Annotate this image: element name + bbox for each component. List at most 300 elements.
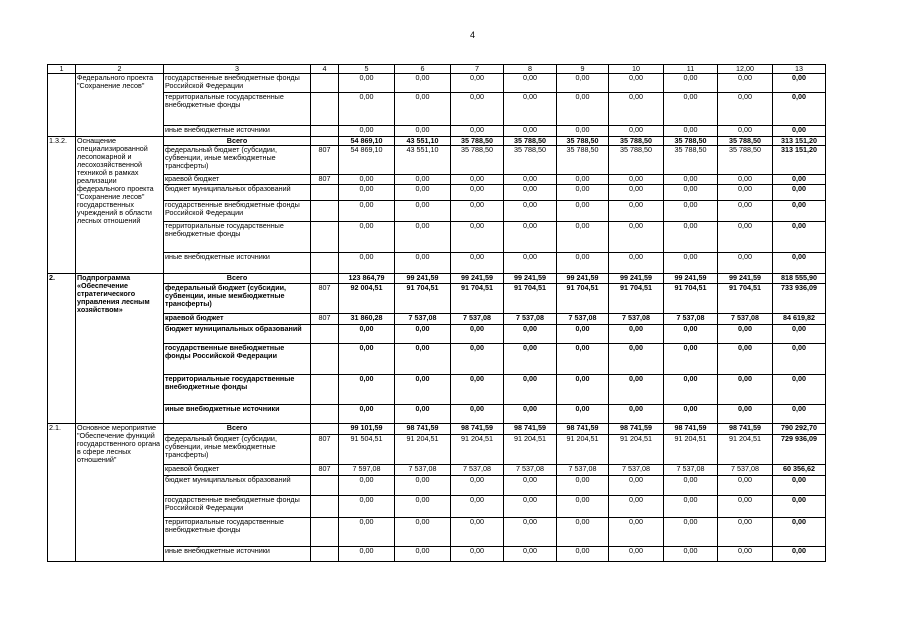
code-cell	[311, 126, 339, 137]
table-row	[48, 375, 826, 405]
value-cell: 0,00	[609, 175, 664, 185]
value-cell: 7 537,08	[395, 314, 451, 325]
value-cell: 0,00	[718, 222, 773, 253]
value-cell: 0,00	[773, 547, 826, 562]
table-row	[48, 424, 826, 435]
value-cell: 0,00	[395, 325, 451, 344]
value-cell: 0,00	[773, 126, 826, 137]
header-cell: 2	[76, 65, 164, 74]
value-cell: 0,00	[451, 547, 504, 562]
value-cell: 0,00	[395, 344, 451, 375]
value-cell: 35 788,50	[451, 137, 504, 146]
value-cell: 0,00	[718, 476, 773, 496]
value-cell: 91 704,51	[557, 284, 609, 314]
value-cell: 0,00	[718, 375, 773, 405]
value-cell: 0,00	[557, 518, 609, 547]
funding-source-cell: бюджет муниципальных образований	[164, 185, 311, 201]
value-cell: 91 204,51	[451, 435, 504, 465]
funding-source-cell: Всего	[164, 424, 311, 435]
value-cell: 0,00	[395, 405, 451, 424]
value-cell: 0,00	[664, 126, 718, 137]
value-cell: 91 204,51	[395, 435, 451, 465]
table-row	[48, 222, 826, 253]
value-cell: 98 741,59	[395, 424, 451, 435]
value-cell: 99 241,59	[451, 274, 504, 284]
value-cell: 7 537,08	[718, 314, 773, 325]
value-cell: 0,00	[773, 201, 826, 222]
value-cell: 0,00	[664, 496, 718, 518]
value-cell: 0,00	[504, 222, 557, 253]
table-row	[48, 74, 826, 93]
table-row	[48, 344, 826, 375]
value-cell: 0,00	[451, 74, 504, 93]
value-cell: 91 204,51	[664, 435, 718, 465]
value-cell: 91 704,51	[451, 284, 504, 314]
code-cell	[311, 476, 339, 496]
value-cell: 7 537,08	[451, 465, 504, 476]
value-cell: 0,00	[339, 547, 395, 562]
funding-source-cell: территориальные государственные внебюджетные фонды	[164, 375, 311, 405]
table-row	[48, 253, 826, 274]
value-cell: 60 356,62	[773, 465, 826, 476]
value-cell: 0,00	[395, 93, 451, 126]
value-cell: 0,00	[664, 344, 718, 375]
value-cell: 91 704,51	[504, 284, 557, 314]
value-cell: 0,00	[395, 476, 451, 496]
value-cell: 0,00	[609, 547, 664, 562]
value-cell: 43 551,10	[395, 137, 451, 146]
code-cell	[311, 344, 339, 375]
value-cell: 0,00	[451, 344, 504, 375]
value-cell: 84 619,82	[773, 314, 826, 325]
value-cell: 91 204,51	[609, 435, 664, 465]
funding-source-cell: краевой бюджет	[164, 175, 311, 185]
value-cell: 0,00	[504, 325, 557, 344]
value-cell: 0,00	[504, 126, 557, 137]
value-cell: 0,00	[504, 185, 557, 201]
code-cell	[311, 496, 339, 518]
value-cell: 0,00	[664, 547, 718, 562]
value-cell: 7 537,08	[557, 314, 609, 325]
value-cell: 0,00	[773, 325, 826, 344]
value-cell: 0,00	[504, 405, 557, 424]
value-cell: 0,00	[557, 175, 609, 185]
value-cell: 0,00	[773, 222, 826, 253]
value-cell: 0,00	[339, 325, 395, 344]
value-cell: 0,00	[609, 126, 664, 137]
value-cell: 35 788,50	[718, 137, 773, 146]
value-cell: 0,00	[773, 496, 826, 518]
value-cell: 0,00	[664, 93, 718, 126]
value-cell: 0,00	[773, 93, 826, 126]
value-cell: 0,00	[664, 175, 718, 185]
value-cell: 0,00	[557, 185, 609, 201]
value-cell: 0,00	[395, 175, 451, 185]
value-cell: 0,00	[451, 496, 504, 518]
value-cell: 0,00	[339, 476, 395, 496]
value-cell: 0,00	[609, 496, 664, 518]
value-cell: 123 864,79	[339, 274, 395, 284]
table-row	[48, 274, 826, 284]
value-cell: 35 788,50	[609, 146, 664, 175]
value-cell: 790 292,70	[773, 424, 826, 435]
code-cell	[311, 547, 339, 562]
value-cell: 98 741,59	[451, 424, 504, 435]
header-cell: 9	[557, 65, 609, 74]
budget-table	[47, 64, 826, 562]
code-cell	[311, 137, 339, 146]
code-cell: 807	[311, 435, 339, 465]
value-cell: 0,00	[609, 375, 664, 405]
header-cell: 7	[451, 65, 504, 74]
value-cell: 0,00	[718, 496, 773, 518]
value-cell: 0,00	[773, 344, 826, 375]
value-cell: 7 537,08	[664, 314, 718, 325]
value-cell: 99 241,59	[718, 274, 773, 284]
value-cell: 0,00	[395, 518, 451, 547]
code-cell	[311, 201, 339, 222]
value-cell: 818 555,90	[773, 274, 826, 284]
code-cell	[311, 274, 339, 284]
value-cell: 0,00	[718, 93, 773, 126]
value-cell: 0,00	[557, 201, 609, 222]
header-cell: 11	[664, 65, 718, 74]
value-cell: 0,00	[609, 518, 664, 547]
code-cell	[311, 325, 339, 344]
value-cell: 0,00	[504, 93, 557, 126]
value-cell: 733 936,09	[773, 284, 826, 314]
value-cell: 35 788,50	[664, 146, 718, 175]
value-cell: 35 788,50	[664, 137, 718, 146]
value-cell: 0,00	[664, 375, 718, 405]
value-cell: 99 241,59	[395, 274, 451, 284]
value-cell: 7 537,08	[609, 314, 664, 325]
value-cell: 0,00	[664, 74, 718, 93]
value-cell: 35 788,50	[609, 137, 664, 146]
value-cell: 7 537,08	[557, 465, 609, 476]
table-row	[48, 325, 826, 344]
value-cell: 0,00	[557, 344, 609, 375]
table-row	[48, 137, 826, 146]
table-row	[48, 93, 826, 126]
value-cell: 91 704,51	[395, 284, 451, 314]
value-cell: 43 551,10	[395, 146, 451, 175]
value-cell: 98 741,59	[664, 424, 718, 435]
value-cell: 98 741,59	[557, 424, 609, 435]
code-cell	[311, 405, 339, 424]
value-cell: 0,00	[609, 185, 664, 201]
value-cell: 35 788,50	[504, 146, 557, 175]
value-cell: 0,00	[339, 518, 395, 547]
funding-source-cell: краевой бюджет	[164, 465, 311, 476]
header-cell: 3	[164, 65, 311, 74]
value-cell: 0,00	[609, 405, 664, 424]
code-cell: 807	[311, 314, 339, 325]
funding-source-cell: территориальные государственные внебюджетные фонды	[164, 222, 311, 253]
header-cell: 4	[311, 65, 339, 74]
value-cell: 91 204,51	[718, 435, 773, 465]
value-cell: 91 704,51	[609, 284, 664, 314]
value-cell: 0,00	[557, 222, 609, 253]
value-cell: 0,00	[718, 253, 773, 274]
value-cell: 35 788,50	[451, 146, 504, 175]
table-row	[48, 405, 826, 424]
value-cell: 313 151,20	[773, 146, 826, 175]
table-row	[48, 496, 826, 518]
value-cell: 91 504,51	[339, 435, 395, 465]
value-cell: 0,00	[773, 74, 826, 93]
value-cell: 0,00	[609, 201, 664, 222]
value-cell: 7 597,08	[339, 465, 395, 476]
funding-source-cell: иные внебюджетные источники	[164, 405, 311, 424]
funding-source-cell: территориальные государственные внебюджетные фонды	[164, 518, 311, 547]
value-cell: 0,00	[395, 126, 451, 137]
value-cell: 31 860,28	[339, 314, 395, 325]
table-body	[48, 65, 826, 562]
table-row	[48, 284, 826, 314]
value-cell: 0,00	[395, 547, 451, 562]
value-cell: 0,00	[451, 253, 504, 274]
value-cell: 0,00	[504, 518, 557, 547]
header-cell: 8	[504, 65, 557, 74]
table-row	[48, 465, 826, 476]
code-cell: 807	[311, 284, 339, 314]
value-cell: 0,00	[718, 185, 773, 201]
value-cell: 98 741,59	[609, 424, 664, 435]
value-cell: 0,00	[664, 405, 718, 424]
value-cell: 0,00	[339, 175, 395, 185]
value-cell: 99 101,59	[339, 424, 395, 435]
value-cell: 35 788,50	[557, 137, 609, 146]
value-cell: 0,00	[609, 253, 664, 274]
code-cell: 807	[311, 465, 339, 476]
code-cell	[311, 93, 339, 126]
value-cell: 0,00	[451, 476, 504, 496]
value-cell: 0,00	[718, 518, 773, 547]
value-cell: 0,00	[395, 201, 451, 222]
code-cell	[311, 185, 339, 201]
funding-source-cell: государственные внебюджетные фонды Российской Федерации	[164, 201, 311, 222]
value-cell: 7 537,08	[609, 465, 664, 476]
funding-source-cell: краевой бюджет	[164, 314, 311, 325]
value-cell: 0,00	[773, 518, 826, 547]
funding-source-cell: Всего	[164, 274, 311, 284]
value-cell: 0,00	[451, 325, 504, 344]
program-name-cell: Основное мероприятие "Обеспечение функций государственного органа в сфере лесных отношений"	[76, 424, 164, 562]
table-row	[48, 175, 826, 185]
value-cell: 0,00	[339, 74, 395, 93]
value-cell: 0,00	[609, 325, 664, 344]
header-cell: 10	[609, 65, 664, 74]
row-number-cell: 2.1.	[48, 424, 76, 562]
value-cell: 7 537,08	[664, 465, 718, 476]
value-cell: 0,00	[664, 185, 718, 201]
value-cell: 0,00	[504, 253, 557, 274]
value-cell: 0,00	[339, 405, 395, 424]
table-row	[48, 126, 826, 137]
header-row	[48, 65, 826, 74]
value-cell: 0,00	[339, 222, 395, 253]
funding-source-cell: государственные внебюджетные фонды Российской Федерации	[164, 496, 311, 518]
value-cell: 729 936,09	[773, 435, 826, 465]
program-name-cell: Оснащение специализированной лесопожарной и лесохозяйственной техникой в рамках реализации федерального проекта "Сохранение лесов" государственных учреждений в области лесных отношений	[76, 137, 164, 274]
value-cell: 7 537,08	[395, 465, 451, 476]
funding-source-cell: государственные внебюджетные фонды Российской Федерации	[164, 74, 311, 93]
value-cell: 0,00	[504, 547, 557, 562]
value-cell: 0,00	[664, 476, 718, 496]
table-row	[48, 146, 826, 175]
value-cell: 0,00	[451, 201, 504, 222]
funding-source-cell: иные внебюджетные источники	[164, 547, 311, 562]
funding-source-cell: иные внебюджетные источники	[164, 126, 311, 137]
value-cell: 0,00	[339, 496, 395, 518]
value-cell: 0,00	[718, 175, 773, 185]
value-cell: 0,00	[664, 222, 718, 253]
funding-source-cell: государственные внебюджетные фонды Российской Федерации	[164, 344, 311, 375]
value-cell: 0,00	[557, 253, 609, 274]
value-cell: 0,00	[557, 325, 609, 344]
program-name-cell: Федерального проекта "Сохранение лесов"	[76, 74, 164, 137]
value-cell: 0,00	[557, 93, 609, 126]
value-cell: 35 788,50	[718, 146, 773, 175]
value-cell: 0,00	[664, 518, 718, 547]
funding-source-cell: иные внебюджетные источники	[164, 253, 311, 274]
value-cell: 7 537,08	[718, 465, 773, 476]
funding-source-cell: федеральный бюджет (субсидии, субвенции, иные межбюджетные трансферты)	[164, 435, 311, 465]
value-cell: 0,00	[609, 74, 664, 93]
value-cell: 99 241,59	[609, 274, 664, 284]
value-cell: 54 869,10	[339, 137, 395, 146]
value-cell: 91 704,51	[664, 284, 718, 314]
value-cell: 0,00	[504, 375, 557, 405]
value-cell: 0,00	[557, 496, 609, 518]
value-cell: 0,00	[718, 126, 773, 137]
value-cell: 98 741,59	[718, 424, 773, 435]
table-row	[48, 314, 826, 325]
value-cell: 0,00	[718, 405, 773, 424]
row-number-cell	[48, 74, 76, 137]
value-cell: 92 004,51	[339, 284, 395, 314]
value-cell: 0,00	[451, 175, 504, 185]
value-cell: 0,00	[609, 344, 664, 375]
value-cell: 0,00	[557, 547, 609, 562]
value-cell: 7 537,08	[504, 314, 557, 325]
value-cell: 0,00	[609, 222, 664, 253]
value-cell: 0,00	[557, 405, 609, 424]
value-cell: 0,00	[664, 325, 718, 344]
table-row	[48, 435, 826, 465]
value-cell: 0,00	[451, 222, 504, 253]
value-cell: 0,00	[451, 185, 504, 201]
value-cell: 0,00	[504, 175, 557, 185]
funding-source-cell: федеральный бюджет (субсидии, субвенции, иные межбюджетные трансферты)	[164, 146, 311, 175]
table-row	[48, 476, 826, 496]
value-cell: 0,00	[504, 344, 557, 375]
value-cell: 0,00	[557, 476, 609, 496]
header-cell: 5	[339, 65, 395, 74]
value-cell: 0,00	[773, 185, 826, 201]
value-cell: 0,00	[395, 253, 451, 274]
value-cell: 54 869,10	[339, 146, 395, 175]
value-cell: 0,00	[451, 405, 504, 424]
value-cell: 0,00	[609, 93, 664, 126]
value-cell: 0,00	[773, 375, 826, 405]
value-cell: 0,00	[451, 518, 504, 547]
value-cell: 0,00	[718, 344, 773, 375]
value-cell: 0,00	[504, 74, 557, 93]
value-cell: 0,00	[557, 74, 609, 93]
value-cell: 0,00	[773, 476, 826, 496]
value-cell: 35 788,50	[557, 146, 609, 175]
value-cell: 0,00	[773, 253, 826, 274]
program-name-cell: Подпрограмма «Обеспечение стратегического управления лесным хозяйством»	[76, 274, 164, 424]
table-row	[48, 518, 826, 547]
value-cell: 0,00	[395, 496, 451, 518]
row-number-cell: 1.3.2.	[48, 137, 76, 274]
value-cell: 7 537,08	[504, 465, 557, 476]
value-cell: 0,00	[504, 201, 557, 222]
funding-source-cell: территориальные государственные внебюджетные фонды	[164, 93, 311, 126]
value-cell: 0,00	[504, 476, 557, 496]
value-cell: 0,00	[609, 476, 664, 496]
value-cell: 0,00	[339, 126, 395, 137]
table-row	[48, 547, 826, 562]
value-cell: 0,00	[664, 201, 718, 222]
row-number-cell: 2.	[48, 274, 76, 424]
header-cell: 12,00	[718, 65, 773, 74]
header-cell: 13	[773, 65, 826, 74]
value-cell: 99 241,59	[664, 274, 718, 284]
header-cell: 1	[48, 65, 76, 74]
value-cell: 91 704,51	[718, 284, 773, 314]
value-cell: 0,00	[718, 547, 773, 562]
value-cell: 0,00	[395, 222, 451, 253]
value-cell: 0,00	[557, 375, 609, 405]
value-cell: 0,00	[773, 405, 826, 424]
funding-source-cell: бюджет муниципальных образований	[164, 476, 311, 496]
value-cell: 0,00	[395, 185, 451, 201]
value-cell: 98 741,59	[504, 424, 557, 435]
value-cell: 0,00	[664, 253, 718, 274]
header-cell: 6	[395, 65, 451, 74]
value-cell: 99 241,59	[557, 274, 609, 284]
code-cell	[311, 424, 339, 435]
value-cell: 91 204,51	[557, 435, 609, 465]
value-cell: 0,00	[339, 253, 395, 274]
value-cell: 313 151,20	[773, 137, 826, 146]
funding-source-cell: федеральный бюджет (субсидии, субвенции, иные межбюджетные трансферты)	[164, 284, 311, 314]
value-cell: 0,00	[718, 325, 773, 344]
code-cell	[311, 253, 339, 274]
table-row	[48, 201, 826, 222]
value-cell: 0,00	[395, 74, 451, 93]
value-cell: 0,00	[451, 375, 504, 405]
table-row	[48, 185, 826, 201]
value-cell: 0,00	[339, 185, 395, 201]
code-cell	[311, 74, 339, 93]
value-cell: 0,00	[718, 201, 773, 222]
value-cell: 0,00	[451, 93, 504, 126]
value-cell: 0,00	[718, 74, 773, 93]
code-cell: 807	[311, 146, 339, 175]
funding-source-cell: бюджет муниципальных образований	[164, 325, 311, 344]
value-cell: 0,00	[395, 375, 451, 405]
value-cell: 99 241,59	[504, 274, 557, 284]
value-cell: 0,00	[557, 126, 609, 137]
funding-source-cell: Всего	[164, 137, 311, 146]
value-cell: 7 537,08	[451, 314, 504, 325]
value-cell: 0,00	[339, 344, 395, 375]
